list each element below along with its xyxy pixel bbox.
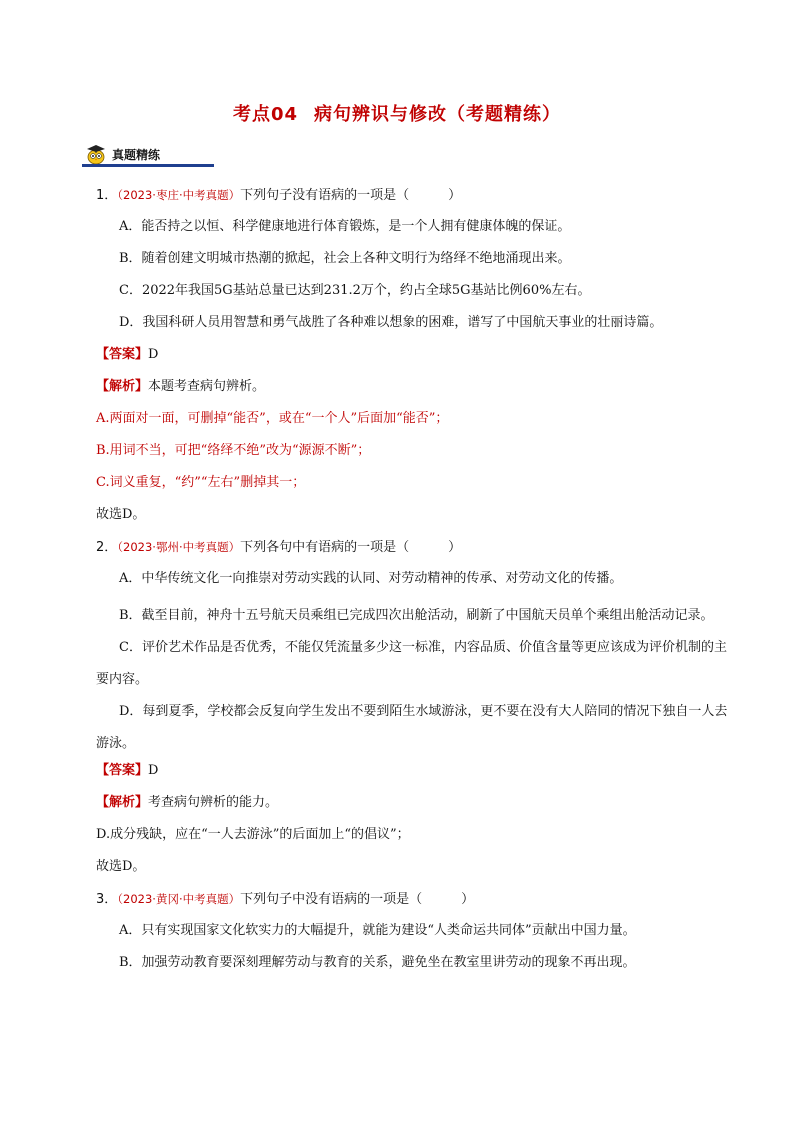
question-2-option-b: B．截至目前，神舟十五号航天员乘组已完成四次出舱活动，刷新了中国航天员单个乘组出舱活动记录。 bbox=[119, 608, 714, 623]
question-2-analysis: 【解析】考查病句辨析的能力。 bbox=[96, 795, 279, 810]
question-1-note-a: A.两面对一面，可删掉“能否”，或在“一个人”后面加“能否”； bbox=[96, 411, 449, 426]
question-3-stem: 3．（2023·黄冈·中考真题）下列句子中没有语病的一项是（ ） bbox=[96, 892, 475, 907]
question-2-option-c: C．评价艺术作品是否优秀，不能仅凭流量多少这一标准，内容品质、价值含量等更应该成为评价机制的主要内容。 bbox=[96, 640, 727, 687]
question-2-option-d: D．每到夏季，学校都会反复向学生发出不要到陌生水域游泳，更不要在没有大人陪同的情况下独自一人去游泳。 bbox=[96, 704, 728, 751]
question-2-answer: 【答案】D bbox=[96, 763, 159, 778]
question-3-option-a: A．只有实现国家文化软实力的大幅提升，就能为建设“人类命运共同体”贡献出中国力量。 bbox=[119, 923, 636, 938]
question-1-option-d: D．我国科研人员用智慧和勇气战胜了各种难以想象的困难，谱写了中国航天事业的壮丽诗篇。 bbox=[119, 315, 663, 330]
section-divider bbox=[82, 164, 214, 167]
question-2-note-d: D.成分残缺，应在“一人去游泳”的后面加上“的倡议”； bbox=[96, 827, 410, 842]
question-3-source: （2023·黄冈·中考真题） bbox=[117, 892, 241, 906]
title-part1: 考点04 bbox=[232, 104, 299, 125]
question-2-option-a: A．中华传统文化一向推崇对劳动实践的认同、对劳动精神的传承、对劳动文化的传播。 bbox=[119, 571, 623, 586]
question-1-option-c: C．2022年我国5G基站总量已达到231.2万个，约占全球5G基站比例60%左右。 bbox=[119, 283, 591, 298]
question-1-stem: 1．（2023·枣庄·中考真题）下列句子没有语病的一项是（ ） bbox=[96, 188, 462, 203]
question-2-stem: 2．（2023·鄂州·中考真题）下列各句中有语病的一项是（ ） bbox=[96, 540, 462, 555]
graduate-owl-icon bbox=[85, 143, 107, 165]
section-header bbox=[82, 140, 214, 176]
question-1-answer: 【答案】D bbox=[96, 347, 159, 362]
question-3-option-b: B．加强劳动教育要深刻理解劳动与教育的关系，避免坐在教室里讲劳动的现象不再出现。 bbox=[119, 955, 636, 970]
question-1-analysis: 【解析】本题考查病句辨析。 bbox=[96, 379, 266, 394]
page-title bbox=[0, 100, 794, 130]
section-label: 真题精练 bbox=[112, 148, 161, 162]
question-1-source: （2023·枣庄·中考真题） bbox=[117, 188, 241, 202]
question-1-note-b: B.用词不当，可把“络绎不绝”改为“源源不断”； bbox=[96, 443, 371, 458]
question-1-conclusion: 故选D。 bbox=[96, 507, 146, 522]
title-part2: 病句辨识与修改（考题精练） bbox=[314, 104, 562, 125]
question-2-source: （2023·鄂州·中考真题） bbox=[117, 540, 241, 554]
question-1-option-b: B．随着创建文明城市热潮的掀起，社会上各种文明行为络绎不绝地涌现出来。 bbox=[119, 251, 571, 266]
question-1-option-a: A．能否持之以恒、科学健康地进行体育锻炼，是一个人拥有健康体魄的保证。 bbox=[119, 219, 571, 234]
document-body bbox=[96, 184, 732, 984]
question-2-conclusion: 故选D。 bbox=[96, 859, 146, 874]
question-1-note-c: C.词义重复，“约”“左右”删掉其一； bbox=[96, 475, 306, 490]
